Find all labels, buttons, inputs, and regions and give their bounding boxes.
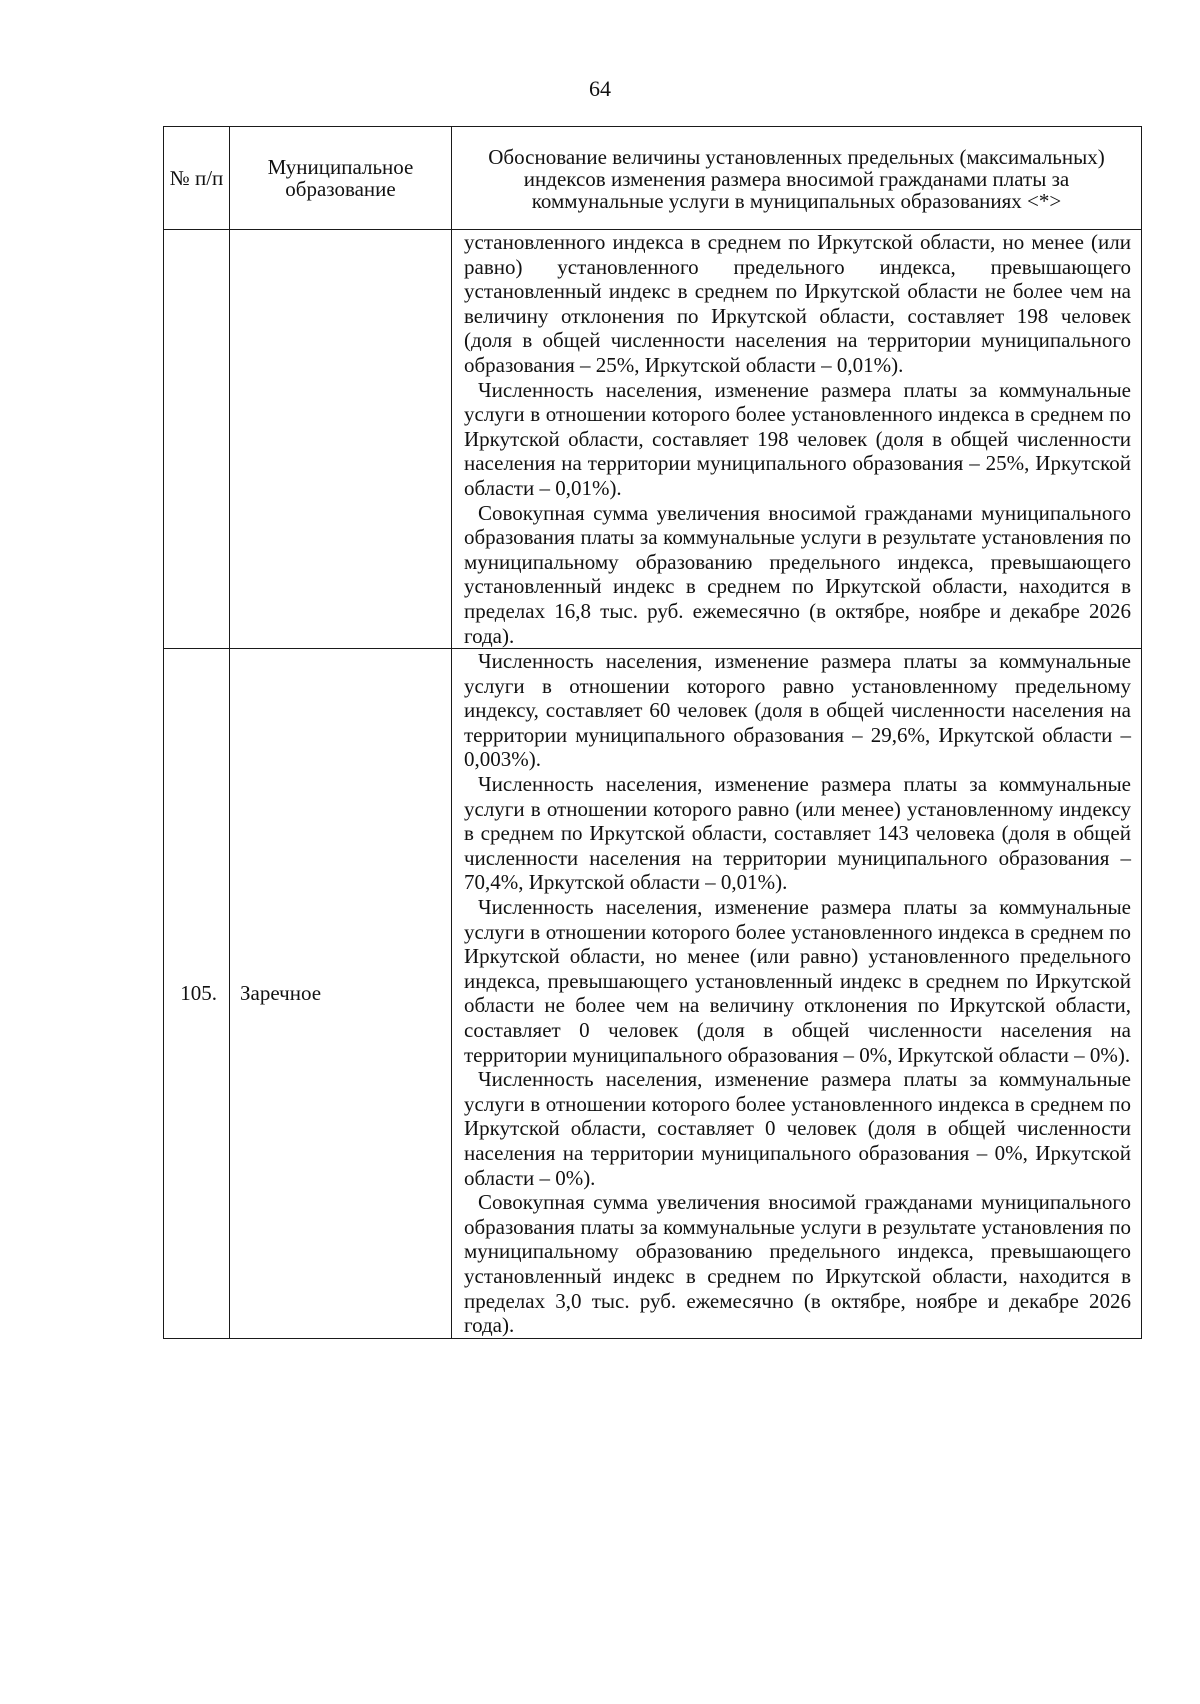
row-municipality [230,230,452,649]
justification-paragraph: Численность населения, изменение размера платы за коммунальные услуги в отношении которого более установленного индекса в среднем по Иркутской области, составляет 0 человек (доля в общей численности населения на территории муниципального образования – 0%, Иркутской области – 0%). [464,1067,1131,1190]
row-number [164,230,230,649]
table-row [164,230,1142,649]
justification-paragraph: Совокупная сумма увеличения вносимой гражданами муниципального образования платы за коммунальные услуги в результате установления по муниципальному образованию предельного индекса, превышающего установленный индекс в среднем по Иркутской области, находится в пределах 3,0 тыс. руб. ежемесячно (в октябре, ноябре и декабре 2026 года). [464,1190,1131,1338]
justification-paragraph: Численность населения, изменение размера платы за коммунальные услуги в отношении которого более установленного индекса в среднем по Иркутской области, составляет 198 человек (доля в общей численности населения на территории муниципального образования – 25%, Иркутской области – 0,01%). [464,377,1131,500]
row-justification [452,230,1142,649]
justification-paragraph: Численность населения, изменение размера платы за коммунальные услуги в отношении которого более установленного индекса в среднем по Иркутской области, но менее (или равно) установленного предельного индекса, превышающего установленный индекс в среднем по Иркутской области не более чем на величину отклонения по Иркутской области, составляет 0 человек (доля в общей численности населения на территории муниципального образования – 0%, Иркутской области – 0%). [464,895,1131,1067]
table-row [164,649,1142,1339]
justification-paragraph: Численность населения, изменение размера платы за коммунальные услуги в отношении которого равно установленному предельному индексу, составляет 60 человек (доля в общей численности населения на территории муниципального образования – 29,6%, Иркутской области – 0,003%). [464,649,1131,772]
justification-paragraph: Совокупная сумма увеличения вносимой гражданами муниципального образования платы за коммунальные услуги в результате установления по муниципальному образованию предельного индекса, превышающего установленный индекс в среднем по Иркутской области, находится в пределах 16,8 тыс. руб. ежемесячно (в октябре, ноябре и декабре 2026 года). [464,500,1131,648]
page-number: 64 [589,76,611,101]
justification-table [163,126,1142,1339]
row-number: 105. [164,649,230,1339]
table-header-row [164,127,1142,230]
header-number: № п/п [164,127,230,230]
row-municipality: Заречное [230,649,452,1339]
header-municipality: Муниципальное образование [230,127,452,230]
justification-paragraph: установленного индекса в среднем по Иркутской области, но менее (или равно) установленного предельного индекса, превышающего установленный индекс в среднем по Иркутской области не более чем на величину отклонения по Иркутской области, составляет 198 человек (доля в общей численности населения на территории муниципального образования – 25%, Иркутской области – 0,01%). [464,230,1131,377]
header-justification: Обоснование величины установленных предельных (максимальных) индексов изменения размера вносимой гражданами платы за коммунальные услуги в муниципальных образованиях <*> [452,127,1142,230]
justification-paragraph: Численность населения, изменение размера платы за коммунальные услуги в отношении которого равно (или менее) установленному индексу в среднем по Иркутской области, составляет 143 человека (доля в общей численности населения на территории муниципального образования – 70,4%, Иркутской области – 0,01%). [464,772,1131,895]
row-justification [452,649,1142,1339]
